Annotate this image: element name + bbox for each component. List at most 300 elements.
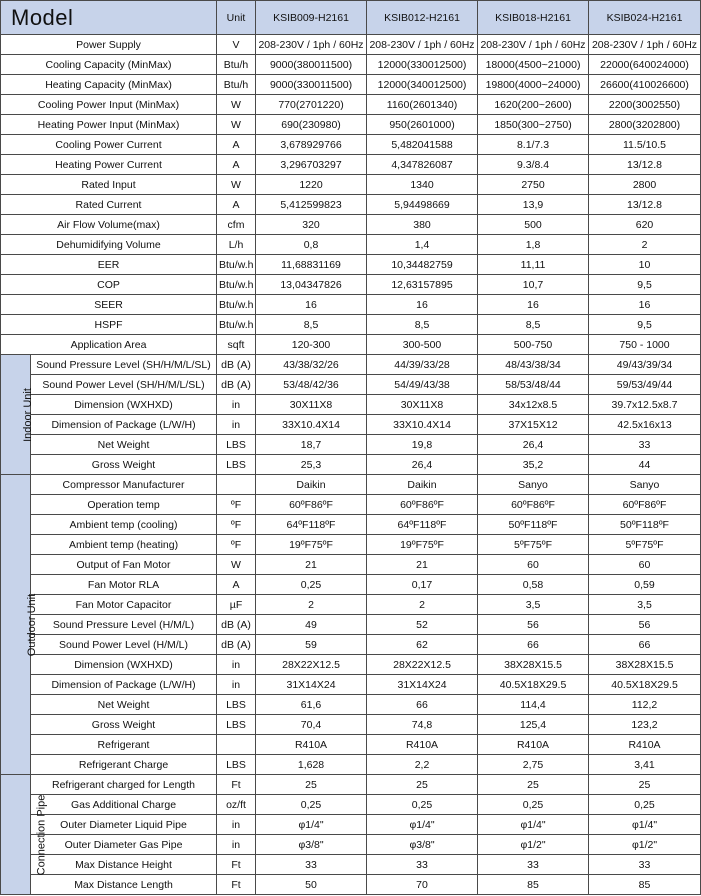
row-label: Sound Pressure Level (H/M/L) [31,615,217,635]
row-label: Rated Current [1,195,217,215]
table-row [1,515,701,535]
value-cell: 30X11X8 [367,395,478,415]
row-label: Max Distance Length [31,875,217,895]
section-label-text: Indoor Unit [21,387,34,442]
value-cell: 35,2 [478,455,589,475]
value-cell: 2,75 [478,755,589,775]
row-label: Air Flow Volume(max) [1,215,217,235]
value-cell: 1160(2601340) [367,95,478,115]
table-row [1,195,701,215]
row-label: Refrigerant Charge [31,755,217,775]
value-cell: 0,25 [478,795,589,815]
value-cell: 112,2 [589,695,701,715]
value-cell: 54/49/43/38 [367,375,478,395]
value-cell: 16 [256,295,367,315]
value-cell: 0,17 [367,575,478,595]
table-row [1,35,701,55]
value-cell: 2800(3202800) [589,115,701,135]
value-cell: 8,5 [478,315,589,335]
row-label: COP [1,275,217,295]
table-row [1,295,701,315]
value-cell: 16 [589,295,701,315]
value-cell: φ1/4" [478,815,589,835]
value-cell: 9,5 [589,315,701,335]
row-label: Rated Input [1,175,217,195]
value-cell: 8,5 [367,315,478,335]
row-label: Gas Additional Charge [31,795,217,815]
unit-cell: cfm [217,215,256,235]
table-row [1,255,701,275]
value-cell: 125,4 [478,715,589,735]
unit-cell: Btu/w.h [217,315,256,335]
value-cell: 19ºF75ºF [256,535,367,555]
value-cell: 11.5/10.5 [589,135,701,155]
value-cell: 10 [589,255,701,275]
value-cell: 64ºF118ºF [256,515,367,535]
table-row [1,155,701,175]
value-cell: 42.5x16x13 [589,415,701,435]
value-cell: 19,8 [367,435,478,455]
row-label: Outer Diameter Gas Pipe [31,835,217,855]
value-cell: 33 [589,855,701,875]
row-label: Cooling Capacity (MinMax) [1,55,217,75]
value-cell: 3,678929766 [256,135,367,155]
value-cell: 12000(330012500) [367,55,478,75]
unit-cell: L/h [217,235,256,255]
value-cell: 44/39/33/28 [367,355,478,375]
value-cell: 0,25 [367,795,478,815]
table-row [1,95,701,115]
table-row [1,875,701,895]
value-cell: 750 - 1000 [589,335,701,355]
table-row [1,115,701,135]
table-row [1,355,701,375]
value-cell: 50ºF118ºF [478,515,589,535]
value-cell: 64ºF118ºF [367,515,478,535]
value-cell: 8.1/7.3 [478,135,589,155]
value-cell: 48/43/38/34 [478,355,589,375]
value-cell: φ1/4" [256,815,367,835]
table-row [1,835,701,855]
unit-cell: LBS [217,435,256,455]
row-label: Dehumidifying Volume [1,235,217,255]
row-label: Ambient temp (heating) [31,535,217,555]
table-row [1,855,701,875]
row-label: Gross Weight [31,715,217,735]
value-cell: 1,4 [367,235,478,255]
row-label: Sound Power Level (H/M/L) [31,635,217,655]
unit-cell: W [217,95,256,115]
unit-cell: A [217,155,256,175]
value-cell: 61,6 [256,695,367,715]
value-cell: 44 [589,455,701,475]
section-label [1,775,48,895]
value-cell: 60 [589,555,701,575]
value-cell: 500-750 [478,335,589,355]
unit-cell: in [217,655,256,675]
value-cell: 25,3 [256,455,367,475]
value-cell: 10,7 [478,275,589,295]
value-cell: 12000(340012500) [367,75,478,95]
value-cell: 33 [367,855,478,875]
unit-cell: dB (A) [217,615,256,635]
value-cell: 690(230980) [256,115,367,135]
value-cell: R410A [256,735,367,755]
row-label: Net Weight [31,435,217,455]
row-label: Fan Motor Capacitor [31,595,217,615]
value-cell: Sanyo [589,475,701,495]
value-cell: Daikin [367,475,478,495]
value-cell: 3,41 [589,755,701,775]
row-label: Heating Capacity (MinMax) [1,75,217,95]
value-cell: 0,25 [256,575,367,595]
row-label: Refrigerant charged for Length [31,775,217,795]
value-cell: 208-230V / 1ph / 60Hz [478,35,589,55]
value-cell: 21 [256,555,367,575]
value-cell: 25 [589,775,701,795]
unit-cell: in [217,675,256,695]
row-label: Fan Motor RLA [31,575,217,595]
value-cell: 25 [367,775,478,795]
value-cell: 50ºF118ºF [589,515,701,535]
model-column-header: KSIB024-H2161 [589,1,701,35]
row-label: Dimension of Package (L/W/H) [31,675,217,695]
value-cell: φ3/8" [367,835,478,855]
value-cell: 2 [256,595,367,615]
value-cell: 25 [478,775,589,795]
value-cell: 9000(330011500) [256,75,367,95]
table-row [1,655,701,675]
row-label: Outer Diameter Liquid Pipe [31,815,217,835]
table-row [1,335,701,355]
value-cell: 0,25 [589,795,701,815]
value-cell: 60ºF86ºF [256,495,367,515]
value-cell: 120-300 [256,335,367,355]
unit-cell: LBS [217,455,256,475]
row-label: Compressor Manufacturer [31,475,217,495]
value-cell: 10,34482759 [367,255,478,275]
table-row [1,75,701,95]
table-row [1,795,701,815]
unit-cell: A [217,135,256,155]
value-cell: 16 [478,295,589,315]
value-cell: 33 [589,435,701,455]
value-cell: 34x12x8.5 [478,395,589,415]
unit-cell: ºF [217,535,256,555]
table-row [1,475,701,495]
value-cell: 33 [256,855,367,875]
value-cell: φ1/4" [589,815,701,835]
value-cell: 1850(300~2750) [478,115,589,135]
table-row [1,675,701,695]
model-column-header: KSIB009-H2161 [256,1,367,35]
unit-cell: in [217,415,256,435]
section-label [1,475,39,775]
value-cell: R410A [478,735,589,755]
row-label: Application Area [1,335,217,355]
value-cell: 3,5 [589,595,701,615]
value-cell: 5,94498669 [367,195,478,215]
value-cell: 950(2601000) [367,115,478,135]
value-cell: 26600(410026600) [589,75,701,95]
value-cell: 26,4 [478,435,589,455]
unit-cell: Btu/h [217,55,256,75]
value-cell: 0,58 [478,575,589,595]
value-cell: 208-230V / 1ph / 60Hz [256,35,367,55]
row-label: EER [1,255,217,275]
table-row [1,555,701,575]
value-cell: 16 [367,295,478,315]
table-row [1,215,701,235]
value-cell: 25 [256,775,367,795]
value-cell: Daikin [256,475,367,495]
table-row [1,55,701,75]
unit-cell: W [217,555,256,575]
value-cell: 19ºF75ºF [367,535,478,555]
value-cell: 28X22X12.5 [256,655,367,675]
value-cell: 1340 [367,175,478,195]
value-cell: 208-230V / 1ph / 60Hz [367,35,478,55]
value-cell: 1620(200~2600) [478,95,589,115]
value-cell: 11,11 [478,255,589,275]
value-cell: 21 [367,555,478,575]
table-row [1,275,701,295]
value-cell: 40.5X18X29.5 [478,675,589,695]
value-cell: R410A [367,735,478,755]
value-cell: 28X22X12.5 [367,655,478,675]
value-cell: 2750 [478,175,589,195]
unit-cell: W [217,175,256,195]
section-label [1,355,34,475]
table-row [1,815,701,835]
value-cell: Sanyo [478,475,589,495]
row-label: Heating Power Input (MinMax) [1,115,217,135]
value-cell: 9,5 [589,275,701,295]
row-label: Sound Power Level (SH/H/M/L/SL) [31,375,217,395]
row-label: Dimension (WXHXD) [31,655,217,675]
value-cell: 50 [256,875,367,895]
value-cell: 2,2 [367,755,478,775]
table-row [1,615,701,635]
unit-cell: Btu/w.h [217,255,256,275]
value-cell: 0,8 [256,235,367,255]
table-row [1,695,701,715]
unit-cell: Btu/w.h [217,275,256,295]
value-cell: 5,482041588 [367,135,478,155]
value-cell: 60ºF86ºF [367,495,478,515]
unit-cell: dB (A) [217,355,256,375]
table-row [1,715,701,735]
value-cell: 13,9 [478,195,589,215]
value-cell: 3,296703297 [256,155,367,175]
value-cell: 33X10.4X14 [367,415,478,435]
unit-cell: LBS [217,755,256,775]
value-cell: 9000(380011500) [256,55,367,75]
value-cell: 13/12.8 [589,155,701,175]
value-cell: 43/38/32/26 [256,355,367,375]
value-cell: 3,5 [478,595,589,615]
unit-cell: Ft [217,875,256,895]
value-cell: 380 [367,215,478,235]
value-cell: 37X15X12 [478,415,589,435]
model-header: Model [1,1,217,35]
value-cell: 2200(3002550) [589,95,701,115]
value-cell: 13/12.8 [589,195,701,215]
value-cell: 11,68831169 [256,255,367,275]
value-cell: 40.5X18X29.5 [589,675,701,695]
value-cell: 2 [367,595,478,615]
value-cell: 58/53/48/44 [478,375,589,395]
row-label: Power Supply [1,35,217,55]
value-cell: 9.3/8.4 [478,155,589,175]
table-row [1,435,701,455]
value-cell: 5,412599823 [256,195,367,215]
value-cell: 49/43/39/34 [589,355,701,375]
value-cell: 85 [589,875,701,895]
value-cell: 38X28X15.5 [478,655,589,675]
table-row [1,415,701,435]
value-cell: R410A [589,735,701,755]
value-cell: 33 [478,855,589,875]
value-cell: 62 [367,635,478,655]
table-row [1,495,701,515]
unit-header: Unit [217,1,256,35]
row-label: Cooling Power Current [1,135,217,155]
unit-cell: dB (A) [217,375,256,395]
row-label: Net Weight [31,695,217,715]
value-cell: 18000(4500~21000) [478,55,589,75]
unit-cell: dB (A) [217,635,256,655]
row-label: Dimension (WXHXD) [31,395,217,415]
value-cell: 70 [367,875,478,895]
value-cell: 30X11X8 [256,395,367,415]
value-cell: 300-500 [367,335,478,355]
unit-cell: A [217,195,256,215]
value-cell: 500 [478,215,589,235]
row-label: Refrigerant [31,735,217,755]
table-row [1,635,701,655]
value-cell: 26,4 [367,455,478,475]
value-cell: 320 [256,215,367,235]
table-row [1,735,701,755]
table-row [1,315,701,335]
value-cell: φ1/2" [478,835,589,855]
unit-cell: LBS [217,715,256,735]
row-label: Heating Power Current [1,155,217,175]
row-label: Cooling Power Input (MinMax) [1,95,217,115]
value-cell: 31X14X24 [256,675,367,695]
value-cell: 1220 [256,175,367,195]
section-label-text: Connection Pipe [35,794,48,875]
value-cell: 59/53/49/44 [589,375,701,395]
value-cell: 60ºF86ºF [589,495,701,515]
value-cell: 66 [478,635,589,655]
value-cell: 66 [589,635,701,655]
row-label: Gross Weight [31,455,217,475]
unit-cell: Btu/w.h [217,295,256,315]
value-cell: 8,5 [256,315,367,335]
row-label: Dimension of Package (L/W/H) [31,415,217,435]
unit-cell: A [217,575,256,595]
value-cell: 0,25 [256,795,367,815]
unit-cell: µF [217,595,256,615]
value-cell: 2800 [589,175,701,195]
value-cell: 70,4 [256,715,367,735]
unit-cell: oz/ft [217,795,256,815]
row-label: Operation temp [31,495,217,515]
value-cell: 5ºF75ºF [589,535,701,555]
value-cell: 60 [478,555,589,575]
row-label: HSPF [1,315,217,335]
unit-cell: Ft [217,855,256,875]
value-cell: 1,8 [478,235,589,255]
header-row [1,1,701,35]
value-cell: 56 [589,615,701,635]
value-cell: 33X10.4X14 [256,415,367,435]
value-cell: 52 [367,615,478,635]
table-row [1,775,701,795]
unit-cell: in [217,815,256,835]
table-row [1,535,701,555]
value-cell: 85 [478,875,589,895]
value-cell: 74,8 [367,715,478,735]
row-label: SEER [1,295,217,315]
row-label: Max Distance Height [31,855,217,875]
value-cell: φ1/2" [589,835,701,855]
unit-cell: in [217,395,256,415]
value-cell: 13,04347826 [256,275,367,295]
unit-cell: LBS [217,695,256,715]
row-label: Ambient temp (cooling) [31,515,217,535]
table-row [1,395,701,415]
value-cell: 4,347826087 [367,155,478,175]
unit-cell: Ft [217,775,256,795]
spec-table-body [1,1,701,895]
value-cell: 5ºF75ºF [478,535,589,555]
value-cell: 59 [256,635,367,655]
value-cell: 31X14X24 [367,675,478,695]
value-cell: 770(2701220) [256,95,367,115]
value-cell: 18,7 [256,435,367,455]
value-cell: 66 [367,695,478,715]
unit-cell: sqft [217,335,256,355]
value-cell: 620 [589,215,701,235]
value-cell: 60ºF86ºF [478,495,589,515]
unit-cell: ºF [217,515,256,535]
row-label: Sound Pressure Level (SH/H/M/L/SL) [31,355,217,375]
table-row [1,595,701,615]
table-row [1,755,701,775]
value-cell: 49 [256,615,367,635]
unit-cell [217,735,256,755]
unit-cell: W [217,115,256,135]
value-cell: 208-230V / 1ph / 60Hz [589,35,701,55]
value-cell: 114,4 [478,695,589,715]
row-label: Output of Fan Motor [31,555,217,575]
table-row [1,375,701,395]
value-cell: 56 [478,615,589,635]
value-cell: 39.7x12.5x8.7 [589,395,701,415]
unit-cell: in [217,835,256,855]
value-cell: φ3/8" [256,835,367,855]
unit-cell: ºF [217,495,256,515]
value-cell: 0,59 [589,575,701,595]
table-row [1,175,701,195]
table-row [1,455,701,475]
unit-cell: Btu/h [217,75,256,95]
model-column-header: KSIB018-H2161 [478,1,589,35]
value-cell: 19800(4000~24000) [478,75,589,95]
